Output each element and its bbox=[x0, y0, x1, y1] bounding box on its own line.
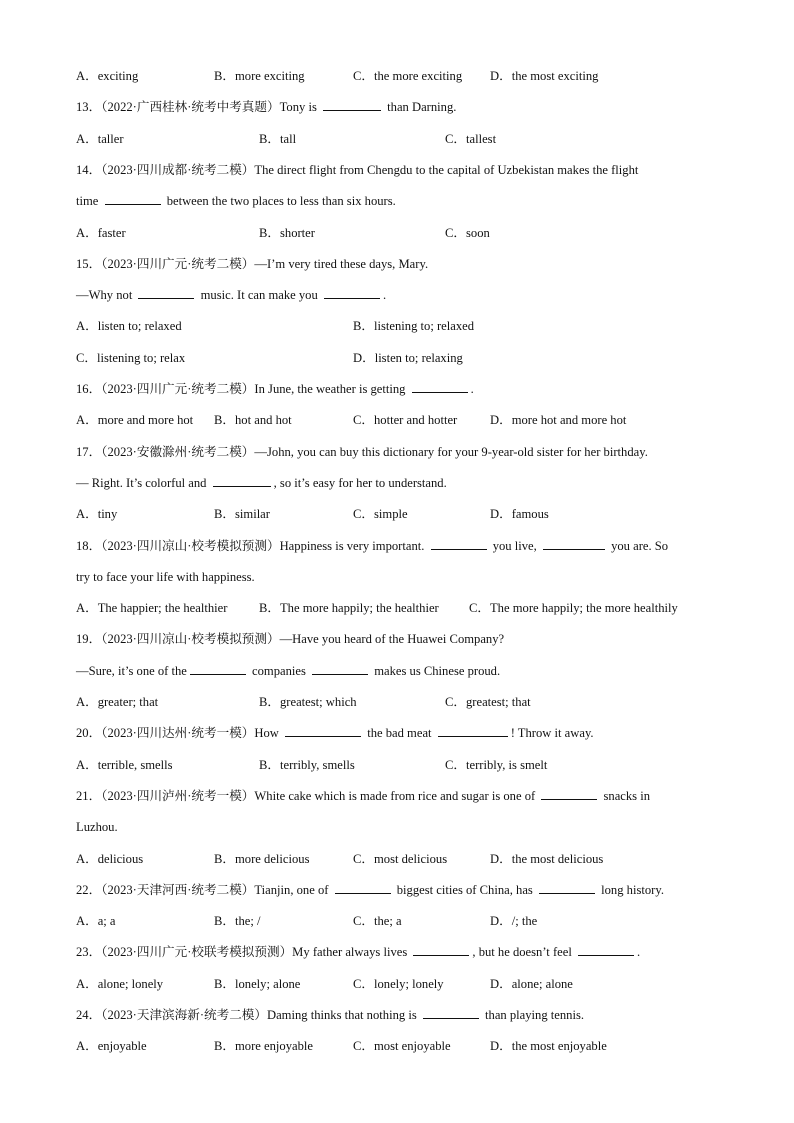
question-line bbox=[76, 725, 594, 741]
question-text: 24．（2023·天津滨海新·统考二模）Daming thinks that nothing is bbox=[76, 1008, 420, 1022]
option-b: B．tall bbox=[259, 131, 297, 146]
answer-blank bbox=[213, 475, 271, 487]
question-text: than Darning. bbox=[384, 100, 457, 115]
option-d: D．the most exciting bbox=[490, 69, 599, 83]
question-line bbox=[76, 193, 396, 209]
question-text: —Sure, it’s one of the bbox=[76, 663, 187, 678]
question-text: you live, bbox=[489, 538, 540, 553]
question-text: 16．（2023·四川广元·统考二模）In June, the weather is getting bbox=[76, 382, 409, 396]
question-line bbox=[76, 444, 648, 460]
option-a: A．a; a bbox=[76, 914, 116, 929]
question-text: . bbox=[636, 945, 641, 960]
question-text: 13．（2022·广西桂林·统考中考真题）Tony is bbox=[76, 100, 320, 115]
question-line bbox=[76, 788, 650, 804]
question-text: 23．（2023·四川广元·校联考模拟预测）My father always lives bbox=[76, 945, 411, 960]
question-text: . bbox=[470, 382, 474, 396]
question-line bbox=[76, 819, 118, 835]
question-text: 14．（2023·四川成都·统考二模）The direct flight from Chengdu to the capital of Uzbekistan makes the flight bbox=[76, 162, 639, 177]
question-line bbox=[76, 1007, 584, 1023]
option-a: A．The happier; the healthier bbox=[76, 601, 228, 616]
question-text: Luzhou. bbox=[76, 820, 118, 835]
option-b: B．hot and hot bbox=[214, 413, 292, 428]
question-line bbox=[76, 944, 640, 960]
option-c: C．greatest; that bbox=[445, 695, 531, 709]
answer-blank bbox=[543, 538, 605, 550]
option-a: A．alone; lonely bbox=[76, 976, 164, 991]
option-c: C．the more exciting bbox=[353, 69, 463, 83]
answer-blank bbox=[438, 725, 508, 737]
question-text: —Why not bbox=[76, 288, 136, 303]
answer-blank bbox=[285, 725, 361, 737]
answer-blank bbox=[541, 788, 597, 800]
question-text: , so it’s easy for her to understand. bbox=[273, 475, 447, 490]
option-c: C．most enjoyable bbox=[353, 1039, 451, 1054]
option-a: A．faster bbox=[76, 225, 126, 240]
option-c: C．The more happily; the more healthily bbox=[469, 601, 678, 616]
option-b: B．more enjoyable bbox=[214, 1039, 313, 1054]
question-text: 17．（2023·安徽滁州·统考二模）—John, you can buy this dictionary for your 9-year-old sister for her birthday. bbox=[76, 444, 648, 459]
option-b: B．more delicious bbox=[214, 851, 310, 866]
answer-blank bbox=[105, 193, 161, 205]
option-c: C．terribly, is smelt bbox=[445, 757, 548, 772]
option-b: B．terribly, smells bbox=[259, 757, 355, 772]
answer-blank bbox=[423, 1007, 479, 1019]
option-c: C．lonely; lonely bbox=[353, 976, 444, 991]
question-text: the bad meat bbox=[364, 726, 435, 741]
question-text: biggest cities of China, has bbox=[393, 882, 536, 897]
option-c: C．simple bbox=[353, 507, 408, 522]
answer-blank bbox=[578, 944, 634, 956]
option-d: D．the most enjoyable bbox=[490, 1039, 607, 1054]
option-d: D．famous bbox=[490, 507, 549, 522]
option-b: B．more exciting bbox=[214, 69, 305, 83]
question-text: 20．（2023·四川达州·统考一模）How bbox=[76, 726, 283, 741]
option-d: D．the most delicious bbox=[490, 851, 604, 866]
option-a: C．listening to; relax bbox=[76, 350, 186, 365]
answer-blank bbox=[412, 381, 468, 393]
answer-blank bbox=[324, 287, 380, 299]
option-a: A．exciting bbox=[76, 69, 139, 83]
question-text: — Right. It’s colorful and bbox=[76, 475, 210, 490]
question-text: you are. So bbox=[607, 538, 669, 553]
option-a: A．listen to; relaxed bbox=[76, 319, 182, 334]
question-line bbox=[76, 475, 447, 491]
question-text: , but he doesn’t feel bbox=[472, 945, 575, 960]
option-d: D．more hot and more hot bbox=[490, 413, 627, 428]
question-line bbox=[76, 569, 255, 585]
option-b: B．shorter bbox=[259, 225, 315, 240]
option-c: C．tallest bbox=[445, 131, 497, 146]
option-d: D．alone; alone bbox=[490, 976, 573, 991]
option-a: A．terrible, smells bbox=[76, 757, 173, 772]
question-text: companies bbox=[248, 663, 310, 678]
option-a: A．delicious bbox=[76, 851, 144, 866]
question-line bbox=[76, 381, 474, 397]
question-text: . bbox=[382, 288, 387, 303]
question-text: than playing tennis. bbox=[481, 1008, 585, 1022]
question-text: 19．（2023·四川凉山·校考模拟预测）—Have you heard of the Huawei Company? bbox=[76, 632, 505, 647]
question-text: music. It can make you bbox=[197, 288, 321, 303]
option-c: C．most delicious bbox=[353, 851, 448, 866]
question-text: makes us Chinese proud. bbox=[371, 663, 501, 678]
option-b: B．lonely; alone bbox=[214, 976, 301, 991]
option-c: C．the; a bbox=[353, 914, 402, 929]
option-a: A．enjoyable bbox=[76, 1039, 147, 1054]
question-line bbox=[76, 882, 664, 898]
question-text: time bbox=[76, 194, 102, 209]
option-a: A．tiny bbox=[76, 507, 118, 522]
option-b: B．similar bbox=[214, 507, 270, 522]
answer-blank bbox=[539, 882, 595, 894]
answer-blank bbox=[323, 99, 381, 111]
question-text: 15．（2023·四川广元·统考二模）—I’m very tired these days, Mary. bbox=[76, 256, 429, 271]
question-line bbox=[76, 663, 500, 679]
question-text: try to face your life with happiness. bbox=[76, 569, 255, 584]
option-a: A．taller bbox=[76, 131, 124, 146]
question-line bbox=[76, 538, 668, 554]
answer-blank bbox=[190, 663, 246, 675]
option-a: A．greater; that bbox=[76, 695, 159, 709]
option-b: B．The more happily; the healthier bbox=[259, 601, 439, 616]
answer-blank bbox=[138, 287, 194, 299]
question-text: between the two places to less than six hours. bbox=[163, 194, 396, 209]
option-b: B．greatest; which bbox=[259, 695, 357, 709]
answer-blank bbox=[431, 538, 487, 550]
question-line bbox=[76, 162, 638, 178]
option-d: D．/; the bbox=[490, 914, 538, 929]
option-a: A．more and more hot bbox=[76, 413, 194, 428]
question-text: 22．（2023·天津河西·统考二模）Tianjin, one of bbox=[76, 882, 332, 897]
option-c: C．hotter and hotter bbox=[353, 413, 458, 428]
question-text: long history. bbox=[597, 882, 664, 897]
option-b: B．the; / bbox=[214, 914, 261, 929]
question-line bbox=[76, 631, 504, 647]
question-text: snacks in bbox=[600, 788, 651, 803]
question-line bbox=[76, 99, 456, 115]
question-text: 21．（2023·四川泸州·统考一模）White cake which is made from rice and sugar is one of bbox=[76, 788, 539, 803]
option-b: D．listen to; relaxing bbox=[353, 350, 463, 365]
question-line bbox=[76, 287, 386, 303]
option-b: B．listening to; relaxed bbox=[353, 319, 475, 334]
answer-blank bbox=[335, 882, 391, 894]
answer-blank bbox=[312, 663, 368, 675]
answer-blank bbox=[413, 944, 469, 956]
question-text: 18．（2023·四川凉山·校考模拟预测）Happiness is very important. bbox=[76, 538, 428, 553]
question-line bbox=[76, 256, 428, 272]
option-c: C．soon bbox=[445, 225, 490, 240]
question-text: ! Throw it away. bbox=[510, 726, 594, 741]
